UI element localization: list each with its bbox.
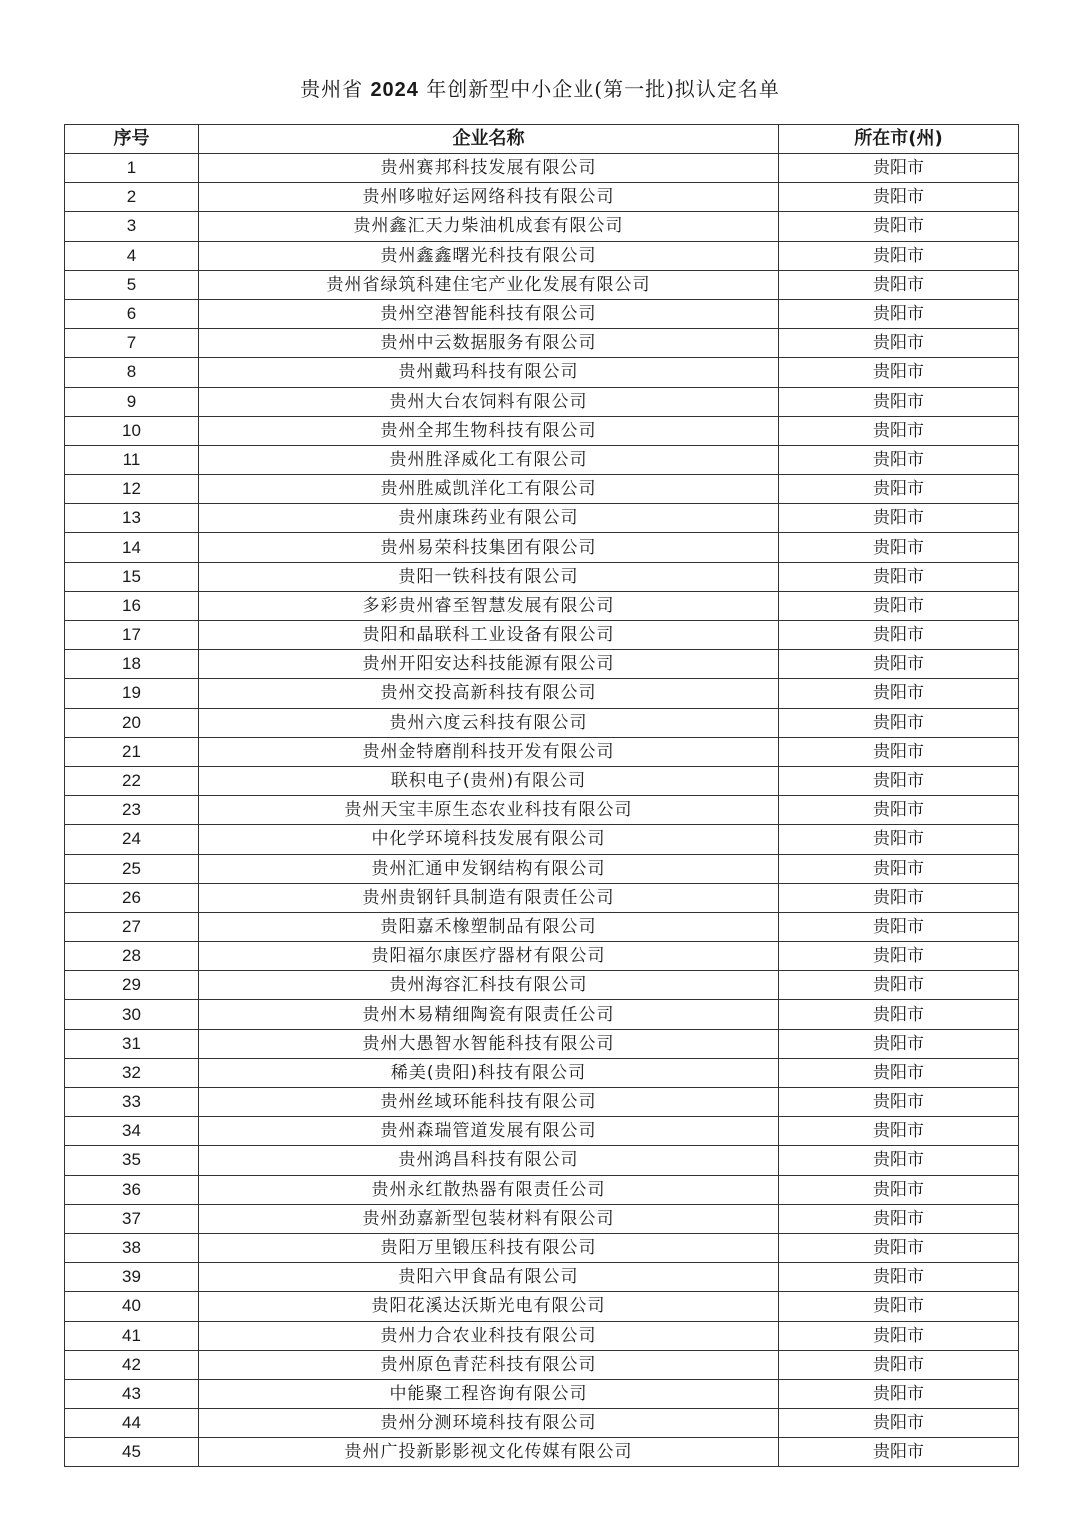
city-cell: 贵阳市 xyxy=(779,591,1019,620)
serial-number-cell: 19 xyxy=(65,679,199,708)
table-row xyxy=(65,1204,1019,1233)
serial-number-cell: 34 xyxy=(65,1117,199,1146)
city-cell: 贵阳市 xyxy=(779,1029,1019,1058)
enterprise-name-cell: 贵州康珠药业有限公司 xyxy=(199,504,779,533)
city-cell: 贵阳市 xyxy=(779,621,1019,650)
serial-number-cell: 32 xyxy=(65,1058,199,1087)
serial-number-cell: 24 xyxy=(65,825,199,854)
city-cell: 贵阳市 xyxy=(779,416,1019,445)
enterprise-name-cell: 贵阳一铁科技有限公司 xyxy=(199,562,779,591)
enterprise-name-cell: 贵州鑫鑫曙光科技有限公司 xyxy=(199,241,779,270)
enterprise-name-cell: 贵州空港智能科技有限公司 xyxy=(199,299,779,328)
enterprise-name-cell: 贵州胜泽威化工有限公司 xyxy=(199,445,779,474)
enterprise-name-cell: 贵州胜威凯洋化工有限公司 xyxy=(199,475,779,504)
enterprise-name-cell: 贵州贵钢钎具制造有限责任公司 xyxy=(199,883,779,912)
enterprise-name-cell: 贵州大愚智水智能科技有限公司 xyxy=(199,1029,779,1058)
table-row xyxy=(65,796,1019,825)
enterprise-name-cell: 贵州赛邦科技发展有限公司 xyxy=(199,154,779,183)
enterprise-name-cell: 贵州原色青茫科技有限公司 xyxy=(199,1350,779,1379)
enterprise-name-cell: 贵州广投新影影视文化传媒有限公司 xyxy=(199,1438,779,1467)
table-row xyxy=(65,1321,1019,1350)
table-row xyxy=(65,766,1019,795)
serial-number-cell: 6 xyxy=(65,299,199,328)
table-row xyxy=(65,621,1019,650)
enterprise-name-cell: 贵州力合农业科技有限公司 xyxy=(199,1321,779,1350)
city-cell: 贵阳市 xyxy=(779,766,1019,795)
table-row xyxy=(65,183,1019,212)
city-cell: 贵阳市 xyxy=(779,1379,1019,1408)
city-cell: 贵阳市 xyxy=(779,533,1019,562)
serial-number-cell: 14 xyxy=(65,533,199,562)
serial-number-cell: 35 xyxy=(65,1146,199,1175)
document-title xyxy=(0,74,1080,105)
city-cell: 贵阳市 xyxy=(779,358,1019,387)
serial-number-cell: 45 xyxy=(65,1438,199,1467)
table-row xyxy=(65,708,1019,737)
serial-number-cell: 17 xyxy=(65,621,199,650)
enterprise-name-cell: 贵阳嘉禾橡塑制品有限公司 xyxy=(199,912,779,941)
enterprise-name-cell: 贵州森瑞管道发展有限公司 xyxy=(199,1117,779,1146)
enterprise-name-cell: 贵阳六甲食品有限公司 xyxy=(199,1263,779,1292)
table-row xyxy=(65,533,1019,562)
city-cell: 贵阳市 xyxy=(779,1088,1019,1117)
city-cell: 贵阳市 xyxy=(779,154,1019,183)
serial-number-cell: 33 xyxy=(65,1088,199,1117)
city-cell: 贵阳市 xyxy=(779,708,1019,737)
serial-number-cell: 27 xyxy=(65,912,199,941)
table-row xyxy=(65,854,1019,883)
enterprise-name-cell: 贵阳和晶联科工业设备有限公司 xyxy=(199,621,779,650)
serial-number-cell: 9 xyxy=(65,387,199,416)
city-cell: 贵阳市 xyxy=(779,971,1019,1000)
city-cell: 贵阳市 xyxy=(779,679,1019,708)
table-row xyxy=(65,591,1019,620)
city-cell: 贵阳市 xyxy=(779,1233,1019,1262)
table-header-row xyxy=(65,125,1019,154)
table-row xyxy=(65,387,1019,416)
serial-number-cell: 26 xyxy=(65,883,199,912)
table-row xyxy=(65,912,1019,941)
serial-number-cell: 42 xyxy=(65,1350,199,1379)
table-body xyxy=(65,154,1019,1467)
table-row xyxy=(65,1088,1019,1117)
serial-number-cell: 39 xyxy=(65,1263,199,1292)
city-cell: 贵阳市 xyxy=(779,241,1019,270)
serial-number-cell: 36 xyxy=(65,1175,199,1204)
table-row xyxy=(65,1233,1019,1262)
enterprise-name-cell: 贵州永红散热器有限责任公司 xyxy=(199,1175,779,1204)
city-cell: 贵阳市 xyxy=(779,1204,1019,1233)
table-row xyxy=(65,1175,1019,1204)
enterprise-name-cell: 贵阳万里锻压科技有限公司 xyxy=(199,1233,779,1262)
table-row xyxy=(65,241,1019,270)
table-row xyxy=(65,1000,1019,1029)
enterprise-name-cell: 稀美(贵阳)科技有限公司 xyxy=(199,1058,779,1087)
serial-number-cell: 13 xyxy=(65,504,199,533)
title-prefix: 贵州省 xyxy=(300,77,364,101)
enterprise-name-cell: 贵州大台农饲料有限公司 xyxy=(199,387,779,416)
serial-number-cell: 8 xyxy=(65,358,199,387)
serial-number-cell: 18 xyxy=(65,650,199,679)
serial-number-cell: 31 xyxy=(65,1029,199,1058)
table-row xyxy=(65,154,1019,183)
serial-number-cell: 38 xyxy=(65,1233,199,1262)
serial-number-cell: 25 xyxy=(65,854,199,883)
city-cell: 贵阳市 xyxy=(779,270,1019,299)
city-cell: 贵阳市 xyxy=(779,1000,1019,1029)
table-row xyxy=(65,825,1019,854)
city-cell: 贵阳市 xyxy=(779,562,1019,591)
city-cell: 贵阳市 xyxy=(779,183,1019,212)
table-row xyxy=(65,212,1019,241)
enterprise-name-cell: 贵阳花溪达沃斯光电有限公司 xyxy=(199,1292,779,1321)
city-cell: 贵阳市 xyxy=(779,475,1019,504)
serial-number-cell: 29 xyxy=(65,971,199,1000)
city-cell: 贵阳市 xyxy=(779,504,1019,533)
city-cell: 贵阳市 xyxy=(779,737,1019,766)
table-row xyxy=(65,971,1019,1000)
enterprise-name-cell: 贵州哆啦好运网络科技有限公司 xyxy=(199,183,779,212)
table-row xyxy=(65,1029,1019,1058)
table-row xyxy=(65,1146,1019,1175)
enterprise-name-cell: 贵州开阳安达科技能源有限公司 xyxy=(199,650,779,679)
enterprise-name-cell: 贵州海容汇科技有限公司 xyxy=(199,971,779,1000)
table-row xyxy=(65,504,1019,533)
city-cell: 贵阳市 xyxy=(779,1438,1019,1467)
table-row xyxy=(65,1263,1019,1292)
table-row xyxy=(65,358,1019,387)
title-year: 2024 xyxy=(370,79,419,101)
city-cell: 贵阳市 xyxy=(779,1321,1019,1350)
city-cell: 贵阳市 xyxy=(779,1350,1019,1379)
serial-number-cell: 23 xyxy=(65,796,199,825)
city-cell: 贵阳市 xyxy=(779,329,1019,358)
enterprise-name-cell: 贵州分测环境科技有限公司 xyxy=(199,1409,779,1438)
enterprise-name-cell: 贵州劲嘉新型包装材料有限公司 xyxy=(199,1204,779,1233)
table-row xyxy=(65,416,1019,445)
table-row xyxy=(65,299,1019,328)
table-row xyxy=(65,650,1019,679)
table-row xyxy=(65,1409,1019,1438)
enterprise-name-cell: 贵州交投高新科技有限公司 xyxy=(199,679,779,708)
city-cell: 贵阳市 xyxy=(779,1058,1019,1087)
city-cell: 贵阳市 xyxy=(779,387,1019,416)
city-cell: 贵阳市 xyxy=(779,1117,1019,1146)
city-cell: 贵阳市 xyxy=(779,1146,1019,1175)
header-serial-number: 序号 xyxy=(65,125,199,154)
enterprise-name-cell: 中能聚工程咨询有限公司 xyxy=(199,1379,779,1408)
enterprise-name-cell: 联积电子(贵州)有限公司 xyxy=(199,766,779,795)
serial-number-cell: 22 xyxy=(65,766,199,795)
enterprise-name-cell: 贵州鸿昌科技有限公司 xyxy=(199,1146,779,1175)
city-cell: 贵阳市 xyxy=(779,796,1019,825)
city-cell: 贵阳市 xyxy=(779,1263,1019,1292)
enterprise-name-cell: 贵州六度云科技有限公司 xyxy=(199,708,779,737)
title-suffix: 年创新型中小企业(第一批)拟认定名单 xyxy=(426,77,780,101)
table-row xyxy=(65,942,1019,971)
serial-number-cell: 40 xyxy=(65,1292,199,1321)
table-row xyxy=(65,883,1019,912)
header-enterprise-name: 企业名称 xyxy=(199,125,779,154)
table-row xyxy=(65,270,1019,299)
enterprise-name-cell: 贵州全邦生物科技有限公司 xyxy=(199,416,779,445)
serial-number-cell: 30 xyxy=(65,1000,199,1029)
enterprise-name-cell: 贵州金特磨削科技开发有限公司 xyxy=(199,737,779,766)
serial-number-cell: 5 xyxy=(65,270,199,299)
enterprise-name-cell: 贵州戴玛科技有限公司 xyxy=(199,358,779,387)
city-cell: 贵阳市 xyxy=(779,912,1019,941)
enterprise-name-cell: 贵州省绿筑科建住宅产业化发展有限公司 xyxy=(199,270,779,299)
table-row xyxy=(65,1058,1019,1087)
serial-number-cell: 11 xyxy=(65,445,199,474)
enterprise-name-cell: 贵阳福尔康医疗器材有限公司 xyxy=(199,942,779,971)
table-row xyxy=(65,329,1019,358)
city-cell: 贵阳市 xyxy=(779,854,1019,883)
serial-number-cell: 2 xyxy=(65,183,199,212)
enterprise-table xyxy=(64,124,1019,1467)
serial-number-cell: 1 xyxy=(65,154,199,183)
city-cell: 贵阳市 xyxy=(779,1175,1019,1204)
city-cell: 贵阳市 xyxy=(779,299,1019,328)
enterprise-name-cell: 贵州汇通申发钢结构有限公司 xyxy=(199,854,779,883)
serial-number-cell: 4 xyxy=(65,241,199,270)
serial-number-cell: 28 xyxy=(65,942,199,971)
table-row xyxy=(65,1379,1019,1408)
city-cell: 贵阳市 xyxy=(779,1409,1019,1438)
city-cell: 贵阳市 xyxy=(779,825,1019,854)
serial-number-cell: 44 xyxy=(65,1409,199,1438)
table-row xyxy=(65,737,1019,766)
serial-number-cell: 7 xyxy=(65,329,199,358)
enterprise-name-cell: 贵州中云数据服务有限公司 xyxy=(199,329,779,358)
enterprise-name-cell: 多彩贵州睿至智慧发展有限公司 xyxy=(199,591,779,620)
table-row xyxy=(65,1292,1019,1321)
enterprise-name-cell: 中化学环境科技发展有限公司 xyxy=(199,825,779,854)
table-row xyxy=(65,562,1019,591)
enterprise-name-cell: 贵州鑫汇天力柴油机成套有限公司 xyxy=(199,212,779,241)
serial-number-cell: 41 xyxy=(65,1321,199,1350)
serial-number-cell: 43 xyxy=(65,1379,199,1408)
city-cell: 贵阳市 xyxy=(779,942,1019,971)
serial-number-cell: 21 xyxy=(65,737,199,766)
serial-number-cell: 16 xyxy=(65,591,199,620)
serial-number-cell: 3 xyxy=(65,212,199,241)
enterprise-name-cell: 贵州木易精细陶瓷有限责任公司 xyxy=(199,1000,779,1029)
serial-number-cell: 37 xyxy=(65,1204,199,1233)
city-cell: 贵阳市 xyxy=(779,1292,1019,1321)
table-row xyxy=(65,475,1019,504)
table-row xyxy=(65,1117,1019,1146)
serial-number-cell: 12 xyxy=(65,475,199,504)
serial-number-cell: 10 xyxy=(65,416,199,445)
table-row xyxy=(65,1350,1019,1379)
enterprise-name-cell: 贵州易荣科技集团有限公司 xyxy=(199,533,779,562)
table-row xyxy=(65,1438,1019,1467)
enterprise-name-cell: 贵州丝域环能科技有限公司 xyxy=(199,1088,779,1117)
enterprise-name-cell: 贵州天宝丰原生态农业科技有限公司 xyxy=(199,796,779,825)
city-cell: 贵阳市 xyxy=(779,650,1019,679)
table-row xyxy=(65,445,1019,474)
city-cell: 贵阳市 xyxy=(779,883,1019,912)
header-city: 所在市(州) xyxy=(779,125,1019,154)
serial-number-cell: 15 xyxy=(65,562,199,591)
city-cell: 贵阳市 xyxy=(779,212,1019,241)
table-row xyxy=(65,679,1019,708)
city-cell: 贵阳市 xyxy=(779,445,1019,474)
serial-number-cell: 20 xyxy=(65,708,199,737)
